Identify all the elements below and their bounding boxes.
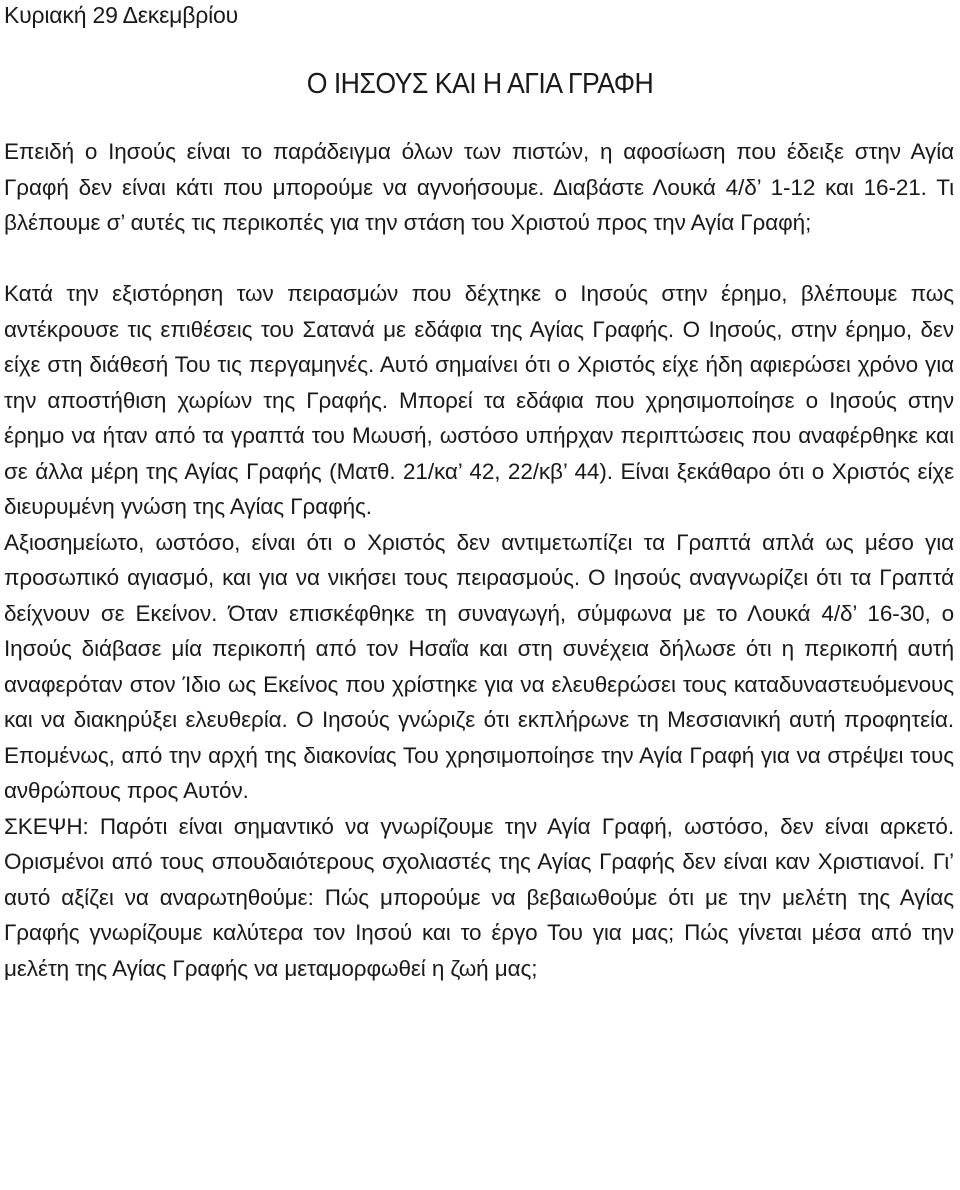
paragraph-messiah: Αξιοσημείωτο, ωστόσο, είναι ότι ο Χριστός δεν αντιμετωπίζει τα Γραπτά απλά ως μέσο για προσωπικό αγιασμό, και για να νικήσει τους πειρασμούς. Ο Ιησούς αναγνωρίζει ότι τα Γραπτά δείχνουν σε Εκείνον. Όταν επισκέφθηκε τη συναγωγή, σύμφωνα με το Λουκά 4/δ’ 16-30, ο Ιησούς διάβασε μία περικοπή από τον Ησαΐα και στη συνέχεια δήλωσε ότι η περικοπή αυτή αναφερόταν στον Ίδιο ως Εκείνος που χρίστηκε για να ελευθερώσει τους καταδυναστευόμενους και να διακηρύξει ελευθερία. Ο Ιησούς γνώριζε ότι εκπλήρωνε τη Μεσσιανική αυτή προφητεία. Επομένως, από την αρχή της διακονίας Του χρησιμοποίησε την Αγία Γραφή για να στρέψει τους ανθρώπους προς Αυτόν. (4, 529, 954, 803)
page-title: Ο ΙΗΣΟΥΣ ΚΑΙ Η ΑΓΙΑ ΓΡΑΦΗ (306, 68, 654, 100)
devotional-date: Κυριακή 29 Δεκεμβρίου (4, 2, 239, 28)
paragraph-spacer (4, 241, 954, 277)
document-body (4, 134, 954, 986)
paragraph-intro: Επειδή ο Ιησούς είναι το παράδειγμα όλων των πιστών, η αφοσίωση που έδειξε στην Αγία Γραφή δεν είναι κάτι που μπορούμε να αγνοήσουμε. Διαβάστε Λουκά 4/δ’ 1-12 και 16-21. Τι βλέπουμε σ’ αυτές τις περικοπές για την στάση του Χριστού προς την Αγία Γραφή; (4, 139, 954, 235)
paragraph-reflection: ΣΚΕΨΗ: Παρότι είναι σημαντικό να γνωρίζουμε την Αγία Γραφή, ωστόσο, δεν είναι αρκετό. Ορισμένοι από τους σπουδαιότερους σχολιαστές της Αγίας Γραφής δεν είναι καν Χριστιανοί. Γι’ αυτό αξίζει να αναρωτηθούμε: Πώς μπορούμε να βεβαιωθούμε ότι με την μελέτη της Αγίας Γραφής γνωρίζουμε καλύτερα τον Ιησού και το έργο Του για μας; Πώς γίνεται μέσα από την μελέτη της Αγίας Γραφής να μεταμορφωθεί η ζωή μας; (4, 813, 954, 981)
paragraph-temptations: Κατά την εξιστόρηση των πειρασμών που δέχτηκε ο Ιησούς στην έρημο, βλέπουμε πως αντέκρουσε τις επιθέσεις του Σατανά με εδάφια της Αγίας Γραφής. Ο Ιησούς, στην έρημο, δεν είχε στη διάθεσή Του τις περγαμηνές. Αυτό σημαίνει ότι ο Χριστός είχε ήδη αφιερώσει χρόνο για την αποστήθιση χωρίων της Γραφής. Μπορεί τα εδάφια που χρησιμοποίησε ο Ιησούς στην έρημο να ήταν από τα γραπτά του Μωυσή, ωστόσο υπήρχαν περιπτώσεις που αναφέρθηκε και σε άλλα μέρη της Αγίας Γραφής (Ματθ. 21/κα’ 42, 22/κβ’ 44). Είναι ξεκάθαρο ότι ο Χριστός είχε διευρυμένη γνώση της Αγίας Γραφής. (4, 281, 954, 519)
